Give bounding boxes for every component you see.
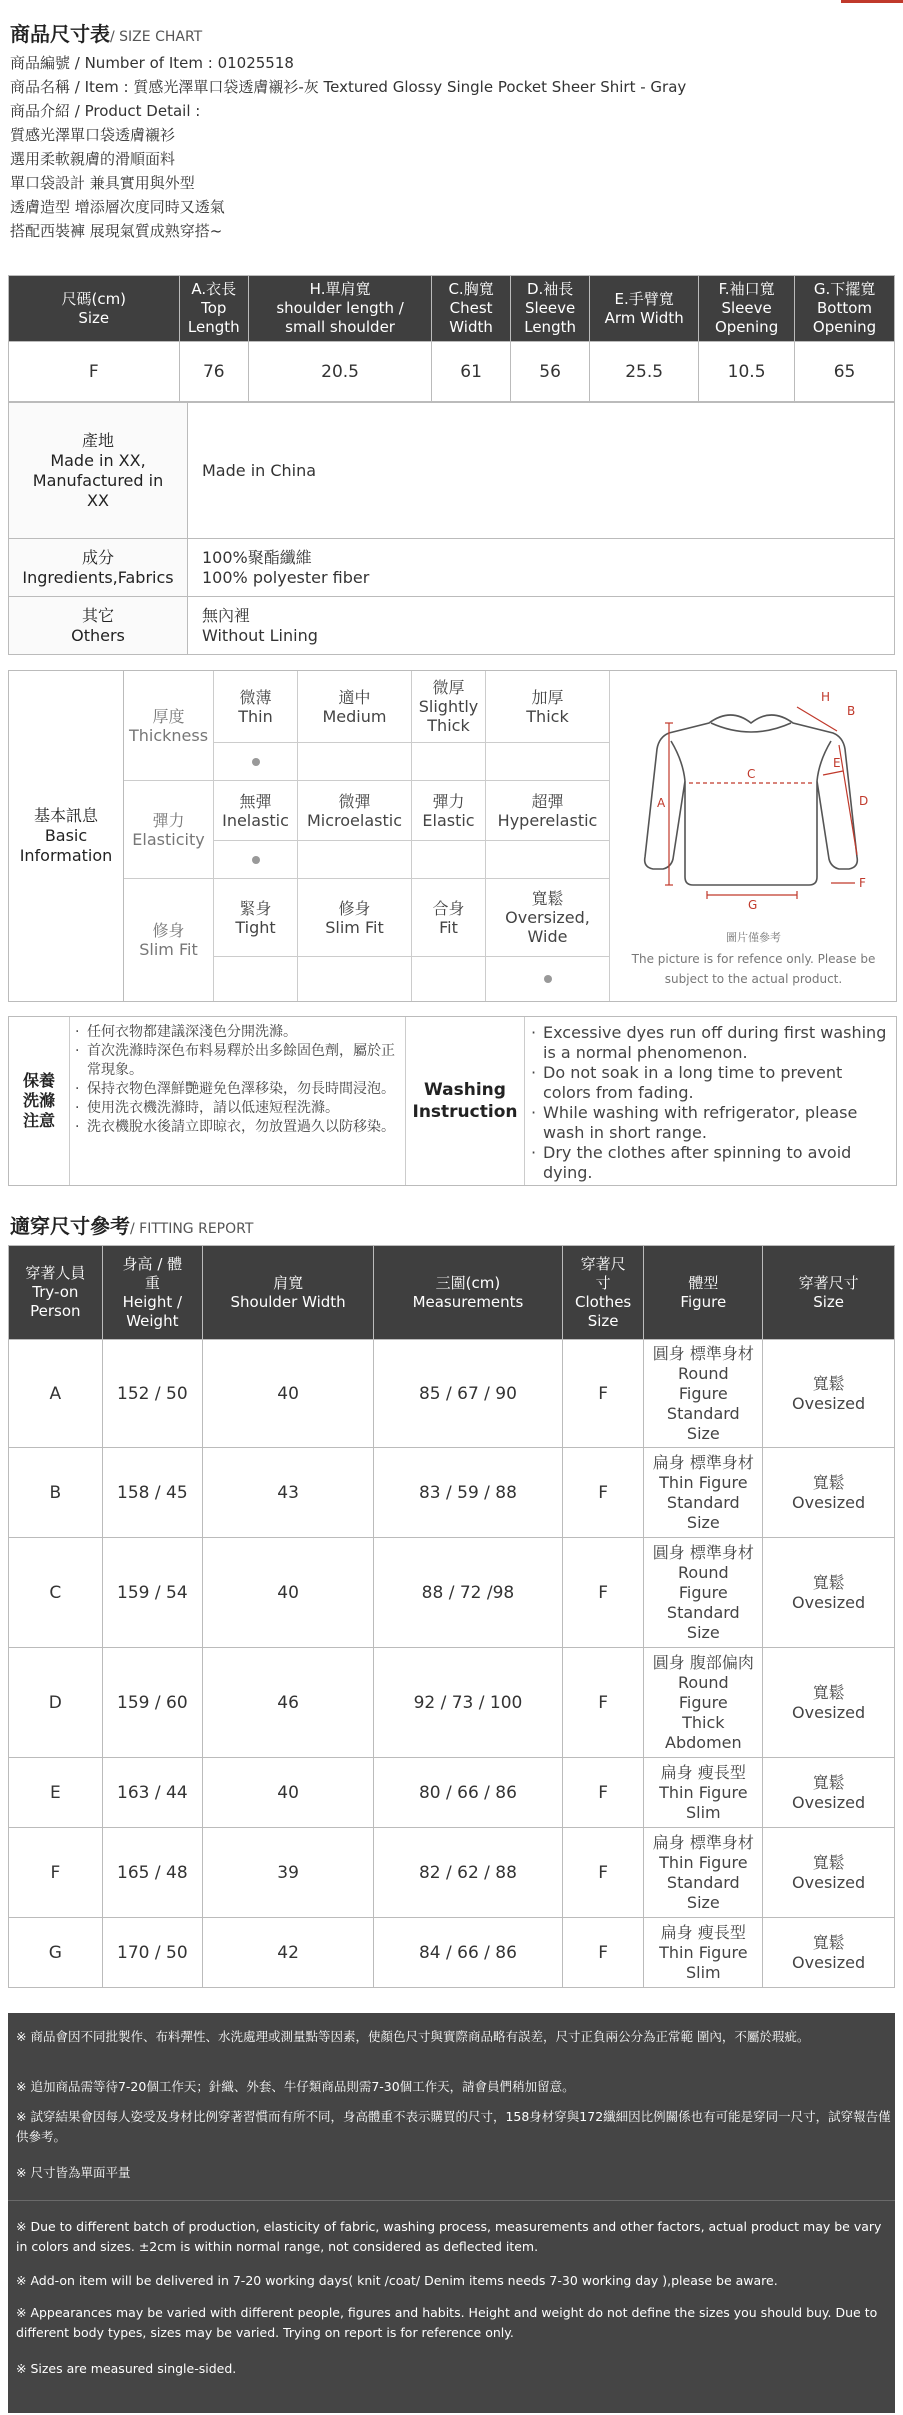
empty-cell [412,841,486,879]
list-item: · 保持衣物色澤鮮艷避免色澤移染，勿長時間浸泡。 [75,1080,399,1099]
size-cell: 10.5 [699,342,795,402]
empty-cell [298,743,412,781]
info-line: 質感光澤單口袋透膚襯衫 [10,126,176,144]
table-row: E 163 / 44 40 80 / 66 / 86 F 扁身 瘦長型 Thin Figure Slim 寬鬆 Ovesized [9,1758,895,1828]
washing-title: Washing Instruction [405,1017,525,1185]
fit-header: 穿著尺 寸 Clothes Size [562,1246,644,1340]
table-row: A 152 / 50 40 85 / 67 / 90 F 圓身 標準身材 Round Figure Standard Size 寬鬆 Ovesized [9,1340,895,1448]
meta-row-others [9,597,895,655]
washing-instructions [8,1016,897,1186]
note-en: ※ Add-on item will be delivered in 7-20 working days( knit /coat/ Denim items needs 7-30 working day ),please be aware. [16,2273,778,2288]
notes-divider [8,2200,895,2201]
selected-dot [252,758,260,766]
size-table [8,275,895,402]
size-cell: 61 [432,342,511,402]
dim-letter-g: G [748,898,758,912]
size-cell: 76 [179,342,249,402]
option-inelastic: 無彈 Inelastic [214,781,298,841]
top-accent-bar [841,0,903,3]
size-header: G.下擺寬 Bottom Opening [795,276,895,342]
info-line: 搭配西裝褲 展現氣質成熟穿搭~ [10,222,223,240]
note-zh: ※ 追加商品需等待7-20個工作天；針織、外套、牛仔類商品則需7-30個工作天，請會員們稍加留意。 [16,2079,575,2094]
dim-letter-f: F [859,876,866,890]
size-header: D.袖長 Sleeve Length [511,276,590,342]
meta-table [8,402,895,655]
fitting-table [8,1245,895,1988]
fabric-label: 成分 Ingredients,Fabrics [9,539,188,597]
attribute-grid [124,671,610,1001]
meta-row-fabric [9,539,895,597]
fit-label: 修身 Slim Fit [124,879,214,1001]
notes-panel [8,2013,895,2413]
title-en: / SIZE CHART [110,29,203,45]
table-row: F 165 / 48 39 82 / 62 / 88 F 扁身 標準身材 Thin Figure Standard Size 寬鬆 Ovesized [9,1828,895,1918]
info-line: 選用柔軟親膚的滑順面料 [10,150,176,168]
elasticity-label: 彈力 Elasticity [124,781,214,879]
dim-letter-h: H [821,690,831,704]
selected-dot [544,975,552,983]
note-en: ※ Due to different batch of production, elasticity of fabric, washing process, measurements and other factors, actual product may be vary in colors and sizes. ±2cm is within normal range, not considered as deflected item. [16,2219,882,2254]
fit-header: 穿著尺寸 Size [763,1246,895,1340]
note-en: ※ Sizes are measured single-sided. [16,2361,237,2376]
table-row: D 159 / 60 46 92 / 73 / 100 F 圓身 腹部偏肉 Round Figure Thick Abdomen 寬鬆 Ovesized [9,1648,895,1758]
thickness-label: 厚度 Thickness [124,671,214,781]
size-cell: 20.5 [249,342,432,402]
fit-header: 體型 Figure [644,1246,763,1340]
product-info [0,47,903,243]
size-header: E.手臂寬 Arm Width [590,276,699,342]
origin-label: 產地 Made in XX, Manufactured in XX [9,403,188,539]
size-header: C.胸寬 Chest Width [432,276,511,342]
note-zh: ※ 尺寸皆為單面平量 [16,2165,131,2180]
thickness-mark-cell [214,743,298,781]
basic-info-label: 基本訊息 Basic Information [9,671,124,1001]
fit-header: 穿著人員 Try-on Person [9,1246,103,1340]
diagram-caption-en: The picture is for refence only. Please be subject to the actual product. [631,952,876,986]
empty-cell [298,957,412,1001]
fit-mark-cell [486,957,610,1001]
option-elastic: 彈力 Elastic [412,781,486,841]
info-line: 商品介紹 / Product Detail : [10,102,201,120]
washing-zh-list [75,1023,399,1137]
fit-header: 肩寬 Shoulder Width [203,1246,374,1340]
washing-en-list [531,1023,891,1183]
table-row: B 158 / 45 43 83 / 59 / 88 F 扁身 標準身材 Thin Figure Standard Size 寬鬆 Ovesized [9,1448,895,1538]
empty-cell [486,743,610,781]
info-line: 單口袋設計 兼具實用與外型 [10,174,195,192]
size-chart-title [0,0,903,47]
note-en: ※ Appearances may be varied with different people, figures and habits. Height and weight do not define the sizes you should buy. Due to different body types, sizes may be varied. Trying on report is for reference only. [16,2305,878,2340]
list-item: · 任何衣物都建議深淺色分開洗滌。 [75,1023,399,1042]
option-thick: 加厚 Thick [486,671,610,743]
fit-header: 三圍(cm) Measurements [374,1246,563,1340]
dim-letter-d: D [859,794,869,808]
fabric-value: 100%聚酯纖維 100% polyester fiber [188,539,895,597]
list-item: · While washing with refrigerator, please wash in short range. [531,1103,891,1143]
list-item: · Dry the clothes after spinning to avoid dying. [531,1143,891,1183]
table-row: C 159 / 54 40 88 / 72 /98 F 圓身 標準身材 Round Figure Standard Size 寬鬆 Ovesized [9,1538,895,1648]
dim-letter-e: E [833,756,841,770]
list-item: · Excessive dyes run off during first washing is a normal phenomenon. [531,1023,891,1063]
diagram-caption-zh: 圖片僅參考 [726,931,781,944]
size-header: 尺碼(cm) Size [9,276,180,342]
dim-letter-b: B [847,704,856,718]
dim-letter-c: C [747,767,756,781]
option-tight: 緊身 Tight [214,879,298,957]
option-hyperelastic: 超彈 Hyperelastic [486,781,610,841]
table-row: G 170 / 50 42 84 / 66 / 86 F 扁身 瘦長型 Thin Figure Slim 寬鬆 Ovesized [9,1918,895,1988]
list-item: · 首次洗滌時深色布料易釋於出多餘固色劑，屬於正常現象。 [75,1042,399,1080]
size-header: H.單肩寬 shoulder length / small shoulder [249,276,432,342]
table-row [9,342,895,402]
info-line: 透膚造型 增添層次度同時又透氣 [10,198,225,216]
empty-cell [214,957,298,1001]
option-fit: 合身 Fit [412,879,486,957]
origin-value: Made in China [188,403,895,539]
list-item: · 洗衣機脫水後請立即晾衣，勿放置過久以防移染。 [75,1118,399,1137]
list-item: · 使用洗衣機洗滌時，請以低速短程洗滌。 [75,1099,399,1118]
fit-header: 身高 / 體 重 Height / Weight [102,1246,202,1340]
empty-cell [298,841,412,879]
fitting-report-title: 適穿尺寸參考/ FITTING REPORT [10,1214,254,1238]
list-item: · Do not soak in a long time to prevent colors from fading. [531,1063,891,1103]
option-medium: 適中 Medium [298,671,412,743]
empty-cell [412,743,486,781]
empty-cell [486,841,610,879]
size-cell: 25.5 [590,342,699,402]
size-cell: 65 [795,342,895,402]
option-microelastic: 微彈 Microelastic [298,781,412,841]
basic-info [8,670,897,1002]
option-oversized: 寬鬆 Oversized, Wide [486,879,610,957]
dim-letter-a: A [657,796,666,810]
size-cell: 56 [511,342,590,402]
note-zh: ※ 試穿結果會因每人姿受及身材比例穿著習慣而有所不同，身高體重不表示購買的尺寸，158身材穿與172纖細因比例關係也有可能是穿同一尺寸，試穿報告僅供參考。 [16,2109,891,2144]
option-slightly-thick: 微厚 Slightly Thick [412,671,486,743]
note-zh: ※ 商品會因不同批製作、布料彈性、水洗處理或測量點等因素，使顏色尺寸與實際商品略有誤差，尺寸正負兩公分為正常範 圍內，不屬於瑕疵。 [16,2029,810,2044]
care-label: 保養 洗滌 注意 [9,1017,70,1185]
others-label: 其它 Others [9,597,188,655]
selected-dot [252,856,260,864]
garment-diagram [611,671,896,1001]
option-thin: 微薄 Thin [214,671,298,743]
size-header: A.衣長 Top Length [179,276,249,342]
empty-cell [412,957,486,1001]
info-line: 商品編號 / Number of Item : 01025518 [10,54,294,72]
elasticity-mark-cell [214,841,298,879]
meta-row-origin [9,403,895,539]
info-line: 商品名稱 / Item : 質感光澤單口袋透膚襯衫-灰 Textured Glossy Single Pocket Sheer Shirt - Gray [10,78,687,96]
others-value: 無內裡 Without Lining [188,597,895,655]
title-zh: 商品尺寸表 [10,22,110,46]
option-slim-fit: 修身 Slim Fit [298,879,412,957]
size-cell: F [9,342,180,402]
size-header: F.袖口寬 Sleeve Opening [699,276,795,342]
sweater-outline-icon [611,671,896,926]
